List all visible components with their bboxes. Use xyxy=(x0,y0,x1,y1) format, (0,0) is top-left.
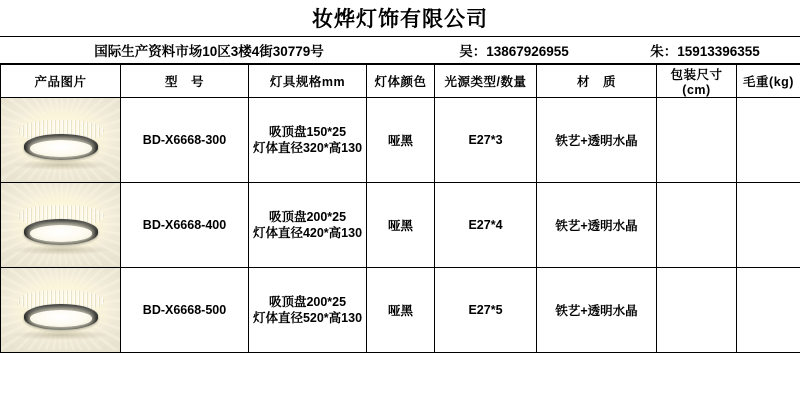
lamp-shadow xyxy=(13,245,109,255)
product-image-cell xyxy=(1,183,121,268)
cell-body-color: 哑黑 xyxy=(367,98,435,183)
contact-person-wu: 吴：13867926955 xyxy=(459,44,569,59)
cell-package-size xyxy=(657,98,737,183)
spec-line-2: 灯体直径320*高130 xyxy=(252,141,363,155)
cell-material: 铁艺+透明水晶 xyxy=(537,183,657,268)
table-row xyxy=(1,268,800,353)
cell-material: 铁艺+透明水晶 xyxy=(537,98,657,183)
cell-body-color: 哑黑 xyxy=(367,183,435,268)
cell-light-source: E27*3 xyxy=(435,98,537,183)
contact-person-zhu: 朱：15913396355 xyxy=(650,44,760,59)
col-spec: 灯具规格mm xyxy=(249,65,367,98)
lamp-shadow xyxy=(13,160,109,170)
cell-model: BD-X6668-500 xyxy=(121,268,249,353)
spec-line-1: 吸顶盘150*25 xyxy=(268,125,347,139)
product-image-cell xyxy=(1,268,121,353)
table-row xyxy=(1,183,800,268)
table-header-row xyxy=(1,65,800,98)
ceiling-lamp-photo xyxy=(1,98,120,182)
cell-model: BD-X6668-300 xyxy=(121,98,249,183)
product-table xyxy=(0,64,800,353)
spec-line-2: 灯体直径420*高130 xyxy=(252,226,363,240)
col-material: 材 质 xyxy=(537,65,657,98)
spec-line-1: 吸顶盘200*25 xyxy=(268,210,347,224)
col-gross-weight: 毛重(kg) xyxy=(737,65,800,98)
col-model: 型 号 xyxy=(121,65,249,98)
col-light-source: 光源类型/数量 xyxy=(435,65,537,98)
cell-body-color: 哑黑 xyxy=(367,268,435,353)
company-title: 妆烨灯饰有限公司 xyxy=(312,8,488,31)
spec-line-1: 吸顶盘200*25 xyxy=(268,295,347,309)
ceiling-lamp-photo xyxy=(1,183,120,267)
cell-spec xyxy=(249,98,367,183)
col-body-color: 灯体颜色 xyxy=(367,65,435,98)
lamp-shadow xyxy=(13,330,109,340)
cell-gross-weight xyxy=(737,268,800,353)
spec-line-2: 灯体直径520*高130 xyxy=(252,311,363,325)
table-row xyxy=(1,98,800,183)
cell-package-size xyxy=(657,268,737,353)
cell-material: 铁艺+透明水晶 xyxy=(537,268,657,353)
cell-light-source: E27*4 xyxy=(435,183,537,268)
company-address: 国际生产资料市场10区3楼4街30779号 xyxy=(94,44,324,59)
cell-gross-weight xyxy=(737,98,800,183)
lamp-diffuser xyxy=(30,310,92,327)
col-product-image: 产品图片 xyxy=(1,65,121,98)
cell-spec xyxy=(249,183,367,268)
cell-spec xyxy=(249,268,367,353)
ceiling-lamp-photo xyxy=(1,268,120,352)
lamp-diffuser xyxy=(30,225,92,242)
cell-model: BD-X6668-400 xyxy=(121,183,249,268)
cell-gross-weight xyxy=(737,183,800,268)
contact-row xyxy=(0,36,800,64)
col-package-size: 包装尺寸(cm) xyxy=(657,65,737,98)
product-image-cell xyxy=(1,98,121,183)
lamp-diffuser xyxy=(30,140,92,157)
cell-light-source: E27*5 xyxy=(435,268,537,353)
cell-package-size xyxy=(657,183,737,268)
